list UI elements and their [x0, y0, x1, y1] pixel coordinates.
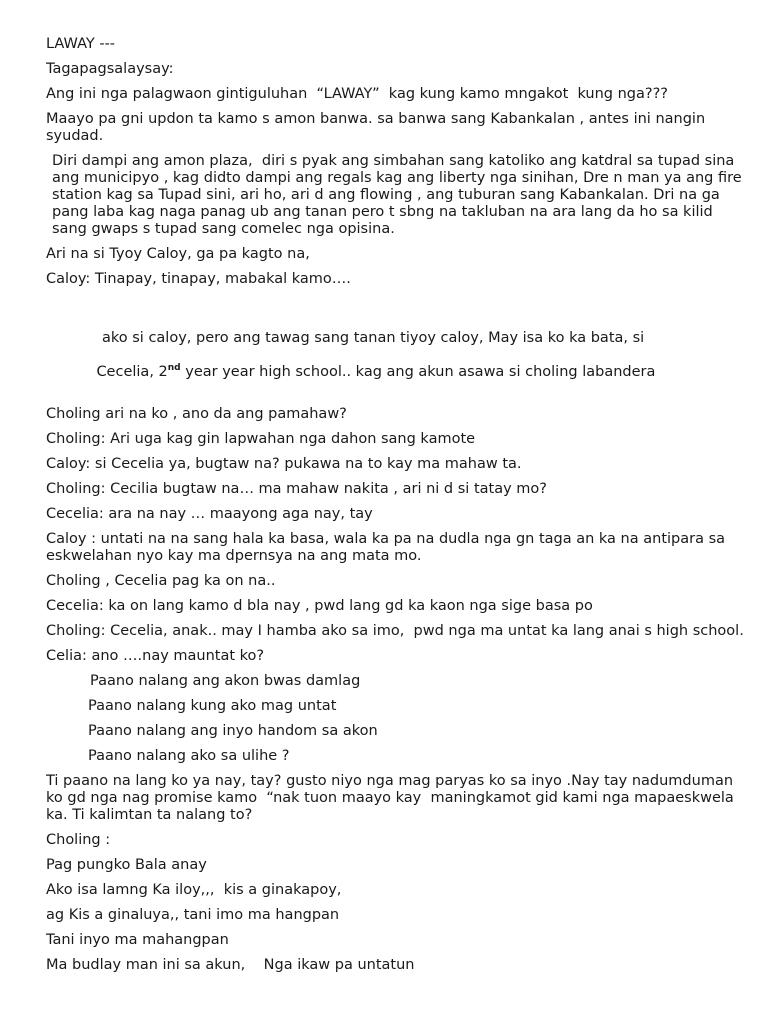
- verse-line: Pag pungko Bala anay: [46, 857, 207, 873]
- verse-line: Ako isa lamng Ka iloy,,, kis a ginakapoy,: [46, 882, 342, 898]
- dialogue-line: Choling: Cecelia, anak.. may I hamba ako sa imo, pwd nga ma untat ka lang anai s high school.: [46, 623, 744, 639]
- dialogue-line: Choling: Cecilia bugtaw na… ma mahaw nakita , ari ni d si tatay mo?: [46, 481, 547, 497]
- verse-line: Ma budlay man ini sa akun, Nga ikaw pa untatun: [46, 957, 415, 973]
- verse-line: Tani inyo ma mahangpan: [46, 932, 229, 948]
- dialogue-line: Caloy: Tinapay, tinapay, mabakal kamo….: [46, 271, 351, 287]
- verse-line: Paano nalang ang akon bwas damlag: [90, 673, 361, 689]
- monologue-text: Cecelia, 2: [96, 364, 168, 380]
- paragraph: Maayo pa gni updon ta kamo s amon banwa. sa banwa sang Kabankalan , antes ini nangin syudad.: [46, 111, 710, 144]
- dialogue-line: Choling ari na ko , ano da ang pamahaw?: [46, 406, 347, 422]
- document-page: [46, 36, 746, 982]
- dialogue-line: Choling , Cecelia pag ka on na..: [46, 573, 276, 589]
- verse-line: Paano nalang ako sa ulihe ?: [88, 748, 290, 764]
- paragraph: Diri dampi ang amon plaza, diri s pyak ang simbahan sang katoliko ang katdral sa tupad sina ang municipyo , kag didto dampi ang regals kag ang liberty nga sinihan, Dre n man ya ang fire station kag sa Tupad sini, ari ho, ari d ang flowing , ang tuburan sang Kabankalan. Dri na ga pang laba kag naga panag ub ang tanan pero t sbng na takluban na ara lang da ho sa kilid sang gwaps s tupad sang comelec nga opisina.: [52, 153, 747, 237]
- narrator-label: Tagapagsalaysay:: [46, 61, 174, 77]
- paragraph: Ti paano na lang ko ya nay, tay? gusto niyo nga mag paryas ko sa inyo .Nay tay nadumduman ko gd nga nag promise kamo “nak tuon maayo kay maningkamot gid kami nga mapaeskwela ka. Ti kalimtan ta nalang to?: [46, 773, 743, 823]
- monologue-line: ako si caloy, pero ang tawag sang tanan tiyoy caloy, May isa ko ka bata, si: [102, 330, 645, 346]
- dialogue-line: Caloy : untati na na sang hala ka basa, wala ka pa na dudla nga gn taga an ka na antipara sa eskwelahan nyo kay ma dpernsya na ang mata mo.: [46, 531, 730, 564]
- paragraph: Ari na si Tyoy Caloy, ga pa kagto na,: [46, 246, 310, 262]
- verse-line: Paano nalang kung ako mag untat: [88, 698, 337, 714]
- dialogue-line: Cecelia: ka on lang kamo d bla nay , pwd lang gd ka kaon nga sige basa po: [46, 598, 593, 614]
- dialogue-line: Choling :: [46, 832, 111, 848]
- dialogue-line: Choling: Ari uga kag gin lapwahan nga dahon sang kamote: [46, 431, 476, 447]
- verse-line: Paano nalang ang inyo handom sa akon: [88, 723, 378, 739]
- dialogue-line: Cecelia: ara na nay … maayong aga nay, tay: [46, 506, 373, 522]
- verse-line: ag Kis a ginaluya,, tani imo ma hangpan: [46, 907, 340, 923]
- document-title: LAWAY ---: [46, 36, 116, 52]
- monologue-text: year year high school.. kag ang akun asawa si choling labandera: [180, 364, 656, 380]
- dialogue-line: Caloy: si Cecelia ya, bugtaw na? pukawa na to kay ma mahaw ta.: [46, 456, 522, 472]
- paragraph: Ang ini nga palagwaon gintiguluhan “LAWAY” kag kung kamo mngakot kung nga???: [46, 86, 668, 102]
- dialogue-line: Celia: ano ….nay mauntat ko?: [46, 648, 265, 664]
- caloy-monologue: [78, 296, 746, 398]
- ordinal-suffix: nd: [167, 363, 181, 373]
